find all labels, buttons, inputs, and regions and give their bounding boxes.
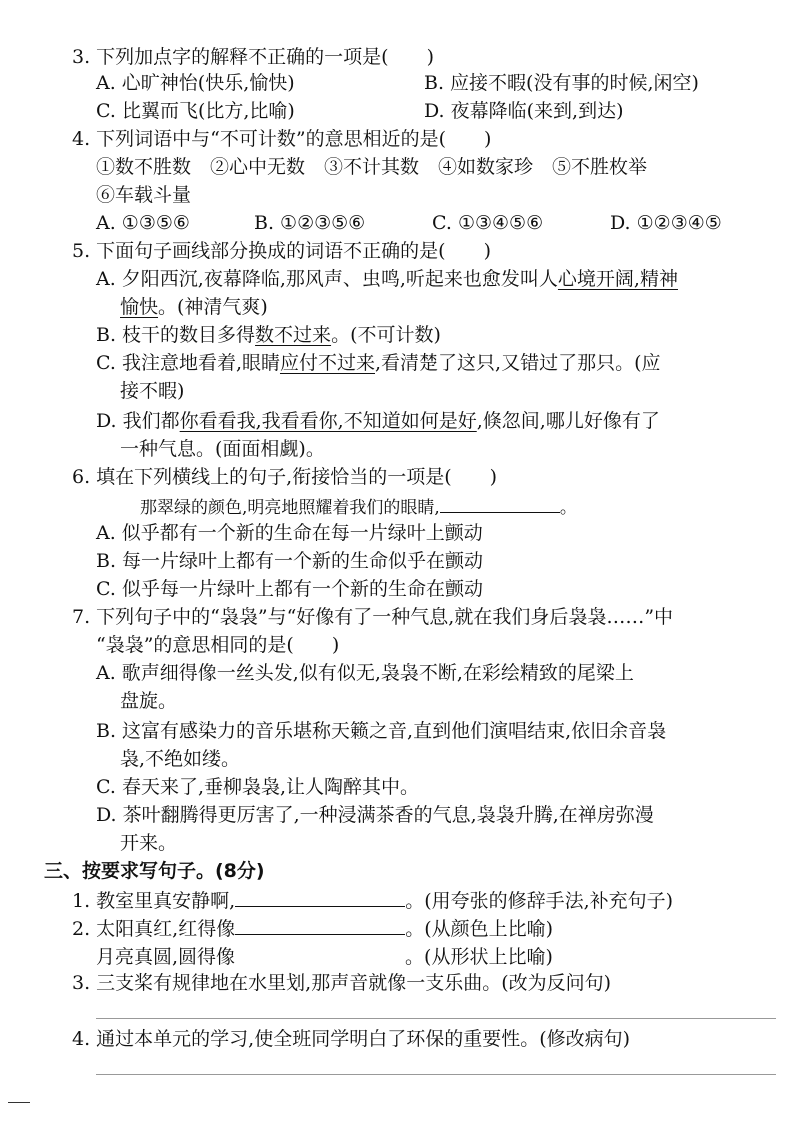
q7-option-b-line2: 袅,不绝如缕。 (120, 748, 241, 770)
q5-option-b (96, 322, 441, 348)
q6-quote-text: 那翠绿的颜色,明亮地照耀着我们的眼睛, (140, 498, 440, 518)
q7-option-b-line1: B. 这富有感染力的音乐堪称天籁之音,直到他们演唱结束,依旧余音袅 (96, 720, 667, 742)
q5-c-text: C. 我注意地看着,眼睛 (96, 352, 280, 374)
q5-option-c-line2: 接不暇) (120, 380, 185, 402)
q5-a-underlined-2: 愉快 (120, 296, 159, 318)
q5-option-a-line2 (120, 294, 268, 320)
q4-stem: 4. 下列词语中与“不可计数”的意思相近的是( ) (72, 128, 492, 150)
page-margin-mark (8, 1102, 30, 1103)
q6-quote (140, 492, 577, 521)
sec3-item-3-answer-line[interactable] (96, 1018, 776, 1019)
q5-d-underlined: 你看看我,我看看你,不知道如何是好 (179, 410, 477, 432)
q4-option-b: B. ①②③⑤⑥ (254, 212, 366, 234)
q5-a-underlined: 心境开阔,精神 (557, 268, 678, 290)
q4-option-c: C. ①③④⑤⑥ (432, 212, 544, 234)
q5-c-underlined: 应付不过来 (279, 352, 375, 374)
sec3-item-2b-instruction: 。(从形状上比喻) (405, 946, 553, 968)
q7-option-d-line2: 开来。 (120, 832, 178, 854)
q6-stem: 6. 填在下列横线上的句子,衔接恰当的一项是( ) (72, 466, 498, 488)
sec3-item-1-text: 1. 教室里真安静啊, (72, 890, 236, 912)
q5-option-d-line2: 一种气息。(面面相觑)。 (120, 438, 325, 460)
q6-quote-end: 。 (559, 498, 577, 518)
q5-option-d-line1 (96, 408, 660, 434)
q3-option-a: A. 心旷神怡(快乐,愉快) (96, 72, 295, 94)
q5-b-text: B. 枝干的数目多得 (96, 324, 256, 346)
q6-blank[interactable] (440, 492, 560, 513)
q5-d-text: D. 我们都 (96, 410, 180, 432)
q6-option-c: C. 似乎每一片绿叶上都有一个新的生命在颤动 (96, 578, 483, 600)
sec3-item-2 (72, 914, 553, 942)
q7-option-a-line1: A. 歌声细得像一丝头发,似有似无,袅袅不断,在彩绘精致的尾梁上 (96, 662, 634, 684)
sec3-item-2-blank[interactable] (235, 914, 405, 935)
q5-option-c-line1 (96, 350, 661, 376)
q3-stem: 3. 下列加点字的解释不正确的一项是( ) (72, 46, 434, 68)
q5-d-text-2: ,倏忽间,哪儿好像有了 (476, 410, 660, 432)
q5-b-underlined: 数不过来 (255, 324, 332, 346)
sec3-item-1 (72, 886, 673, 914)
q5-a-text: A. 夕阳西沉,夜幕降临,那风声、虫鸣,听起来也愈发叫人 (96, 268, 558, 290)
sec3-item-1-instruction: 。(用夸张的修辞手法,补充句子) (405, 890, 674, 912)
q5-option-a-line1 (96, 266, 678, 292)
q3-option-d: D. 夜幕降临(来到,到达) (424, 100, 624, 122)
q3-option-c: C. 比翼而飞(比方,比喻) (96, 100, 295, 122)
q5-a-answer: 。(神清气爽) (158, 296, 268, 318)
q7-stem-line1: 7. 下列句子中的“袅袅”与“好像有了一种气息,就在我们身后袅袅……”中 (72, 606, 674, 628)
q4-option-d: D. ①②③④⑤ (610, 212, 722, 234)
sec3-item-3: 3. 三支桨有规律地在水里划,那声音就像一支乐曲。(改为反问句) (72, 972, 612, 994)
sec3-item-4: 4. 通过本单元的学习,使全班同学明白了环保的重要性。(修改病句) (72, 1028, 631, 1050)
section-3-title: 三、按要求写句子。(8分) (44, 860, 265, 882)
q5-b-answer: 。(不可计数) (331, 324, 441, 346)
q7-option-c: C. 春天来了,垂柳袅袅,让人陶醉其中。 (96, 776, 420, 798)
sec3-item-2-text: 2. 太阳真红,红得像 (72, 918, 236, 940)
sec3-item-2b-blank[interactable] (235, 942, 405, 963)
q4-option-a: A. ①③⑤⑥ (96, 212, 190, 234)
q4-items-line1: ①数不胜数 ②心中无数 ③不计其数 ④如数家珍 ⑤不胜枚举 (96, 156, 648, 178)
q5-c-text-2: ,看清楚了这只,又错过了那只。(应 (375, 352, 661, 374)
sec3-item-4-answer-line[interactable] (96, 1074, 776, 1075)
q4-items-line2: ⑥车载斗量 (96, 184, 192, 206)
sec3-item-1-blank[interactable] (235, 886, 405, 907)
sec3-item-2b-text: 月亮真圆,圆得像 (96, 946, 236, 968)
q7-option-d-line1: D. 茶叶翻腾得更厉害了,一种浸满茶香的气息,袅袅升腾,在禅房弥漫 (96, 804, 654, 826)
q3-option-b: B. 应接不暇(没有事的时候,闲空) (424, 72, 699, 94)
q5-stem: 5. 下面句子画线部分换成的词语不正确的是( ) (72, 240, 491, 262)
q7-option-a-line2: 盘旋。 (120, 690, 178, 712)
sec3-item-2-instruction: 。(从颜色上比喻) (405, 918, 554, 940)
q7-stem-line2: “袅袅”的意思相同的是( ) (96, 634, 340, 656)
sec3-item-2b (96, 942, 553, 970)
q6-option-a: A. 似乎都有一个新的生命在每一片绿叶上颤动 (96, 522, 483, 544)
q6-option-b: B. 每一片绿叶上都有一个新的生命似乎在颤动 (96, 550, 484, 572)
